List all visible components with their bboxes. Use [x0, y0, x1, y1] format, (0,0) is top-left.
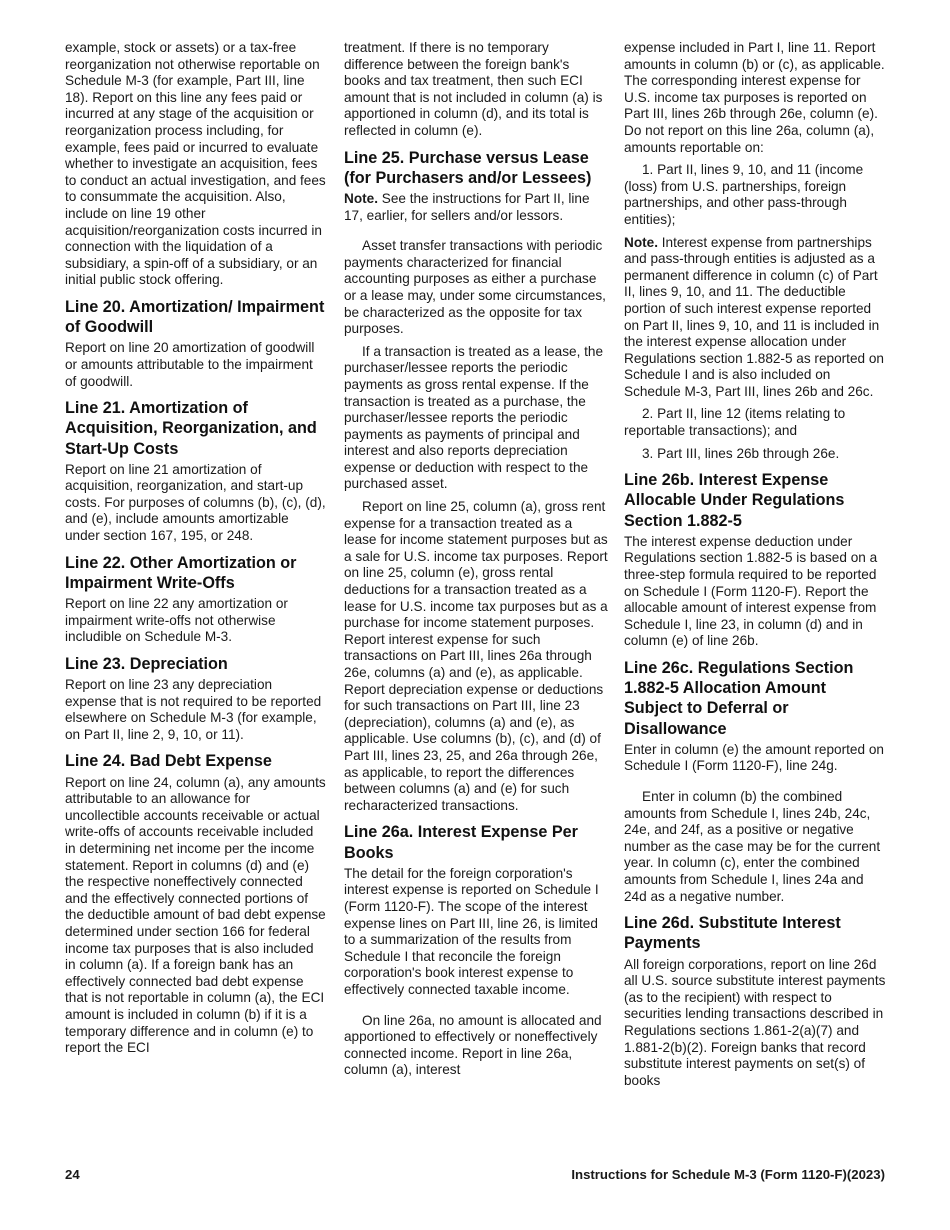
note-label: Note. [344, 190, 378, 206]
heading-line-23: Line 23. Depreciation [65, 654, 228, 673]
list-item: 3. Part III, lines 26b through 26e. [642, 445, 840, 461]
note [344, 191, 608, 224]
paragraph: All foreign corporations, report on line 26d all U.S. source substitute interest payments (as to the recipient) with respect to securities lending transactions described in Regulations sections 1.861-2(a)(7) and 1.881-2(b)(2). Foreign banks that record substitute interest payments on set(s) of books [624, 956, 886, 1088]
paragraph: Report on line 24, column (a), any amounts attributable to an allowance for uncollectible accounts receivable or actual write-offs of accounts receivable included in determining net income per the income statement. Report in columns (d) and (e) the respective noneffectively connected and the effectively connected portions of the deductible amount of bad debt expense determined under section 166 for federal income tax purposes that is also included in column (a). If a foreign bank has an effectively connected bad debt expense that is not reportable in column (a), the ECI amount is included in column (b) if it is a temporary difference and in column (e) to report the ECI [65, 774, 326, 1056]
paragraph: The interest expense deduction under Regulations section 1.882-5 is based on a three-step formula required to be reported on Schedule I (Form 1120-F). Report the allocable amount of interest expense from Schedule I, line 23, in column (d) and in column (e) of line 26b. [624, 533, 878, 649]
paragraph: Enter in column (e) the amount reported on Schedule I (Form 1120-F), line 24g. [624, 741, 884, 774]
paragraph: Report on line 23 any depreciation expense that is not required to be reported elsewhere on Schedule M-3 (for example, on Part II, line 2, 9, 10, or 11). [65, 677, 322, 742]
heading-line-21: Line 21. Amortization of Acquisition, Reorganization, and Start-Up Costs [65, 399, 317, 458]
column-2 [344, 40, 608, 1085]
paragraph: Report on line 21 amortization of acquisition, reorganization, and start-up costs. For purposes of columns (b), (c), (d), and (e), include amounts amortizable under section 167, 195, or 248. [65, 461, 326, 544]
note-text: Interest expense from partnerships and pass-through entities is adjusted as a permanent difference in column (c) of Part II, lines 9, 10, and 11. The deductible portion of such interest expense reported on Part II, lines 9, 10, and 11 is included in the interest expense allocation under Regulations section 1.882-5 as reported on Schedule I and is also included on Schedule M-3, Part III, lines 26b and 26c. [624, 234, 884, 399]
paragraph: If a transaction is treated as a lease, the purchaser/lessee reports the periodic payments as gross rental expense. If the transaction is treated as a purchase, the purchaser/lessee reports the periodic payments as payments of principal and interest and also reports depreciation expense or deduction with respect to the purchased asset. [344, 343, 604, 492]
list-item: 1. Part II, lines 9, 10, and 11 (income (loss) from U.S. partnerships, foreign partnerships, and other pass-through entities); [624, 162, 864, 227]
heading-line-20: Line 20. Amortization/ Impairment of Goodwill [65, 297, 325, 337]
paragraph: expense included in Part I, line 11. Report amounts in column (b) or (c), as applicable. The corresponding interest expense for U.S. income tax purposes is reported on Part III, lines 26b through 26e, column (e). Do not report on this line 26a, column (a), amounts reportable on: [624, 40, 885, 155]
paragraph: The detail for the foreign corporation's interest expense is reported on Schedule I (Form 1120-F). The scope of the interest expense lines on Part III, line 26, is limited to a summarization of the results from Schedule I that reconcile the foreign corporation's book interest expense to effectively connected taxable income. [344, 865, 599, 997]
column-3 [624, 40, 886, 1095]
paragraph: Report on line 20 amortization of goodwill or amounts attributable to the impairment of goodwill. [65, 340, 315, 389]
paragraph: Asset transfer transactions with periodic payments characterized for financial accounting purposes as either a purchase or a lease may, under some circumstances, be characterized as the opposite for tax purposes. [344, 238, 606, 337]
paragraph: Report on line 25, column (a), gross rent expense for a transaction treated as a lease for income statement purposes but as a sale for U.S. income tax purposes. Report on line 25, column (e), gross rental deductions for a transaction treated as a lease for U.S. income tax purposes but as a purchase for income statement purposes. Report interest expense for such transactions on Part III, lines 26a through 26e, columns (a) and (e), as applicable. Report depreciation expense or deductions for such transactions on Part III, line 23 (depreciation), columns (a) and (e), as applicable. Use columns (b), (c), and (d) of Part III, lines 23, 25, and 26a through 26e, as applicable, to report the differences between columns (a) and (e) for such recharacterized transactions. [344, 499, 608, 813]
list-item: 2. Part II, line 12 (items relating to reportable transactions); and [624, 406, 846, 439]
heading-line-26a: Line 26a. Interest Expense Per Books [344, 823, 578, 862]
note [624, 235, 886, 401]
note-label: Note. [624, 234, 658, 250]
column-1 [65, 40, 327, 1063]
document-title: Instructions for Schedule M-3 (Form 1120-F)(2023) [571, 1167, 885, 1182]
paragraph: example, stock or assets) or a tax-free reorganization not otherwise reportable on Schedule M-3 (for example, Part III, line 18). Report on this line any fees paid or incurred at any stage of the acquisition or reorganization process including, for example, fees paid or incurred to evaluate whether to investigate an acquisition, fees to conduct an actual investigation, and fees to consummate the acquisition. Also, include on line 19 other acquisition/reorganization costs incurred in connection with the liquidation of a subsidiary, a spin-off of a subsidiary, or an initial public stock offering. [65, 40, 326, 288]
heading-line-25: Line 25. Purchase versus Lease (for Purchasers and/or Lessees) [344, 148, 592, 187]
paragraph: Report on line 22 any amortization or impairment write-offs not otherwise includible on Schedule M-3. [65, 596, 288, 645]
heading-line-26c: Line 26c. Regulations Section 1.882-5 Allocation Amount Subject to Deferral or Disallowance [624, 659, 854, 738]
paragraph: On line 26a, no amount is allocated and apportioned to effectively or noneffectively connected income. Report in line 26a, column (a), interest [344, 1012, 602, 1078]
page-number: 24 [65, 1167, 80, 1182]
paragraph: Enter in column (b) the combined amounts from Schedule I, lines 24b, 24c, 24e, and 24f, as a positive or negative number as the case may be for the current year. In column (c), enter the combined amounts from Schedule I, lines 24a and 24d as a negative number. [624, 789, 881, 904]
heading-line-26b: Line 26b. Interest Expense Allocable Under Regulations Section 1.882-5 [624, 471, 845, 530]
heading-line-24: Line 24. Bad Debt Expense [65, 752, 272, 771]
heading-line-26d: Line 26d. Substitute Interest Payments [624, 914, 841, 953]
heading-line-22: Line 22. Other Amortization or Impairment Write-Offs [65, 553, 297, 592]
paragraph: treatment. If there is no temporary difference between the foreign bank's books and tax treatment, then such ECI amount that is not included in column (a) is apportioned in column (d), and its total is reflected in column (e). [344, 40, 603, 138]
note-text: See the instructions for Part II, line 17, earlier, for sellers and/or lessors. [344, 190, 590, 223]
